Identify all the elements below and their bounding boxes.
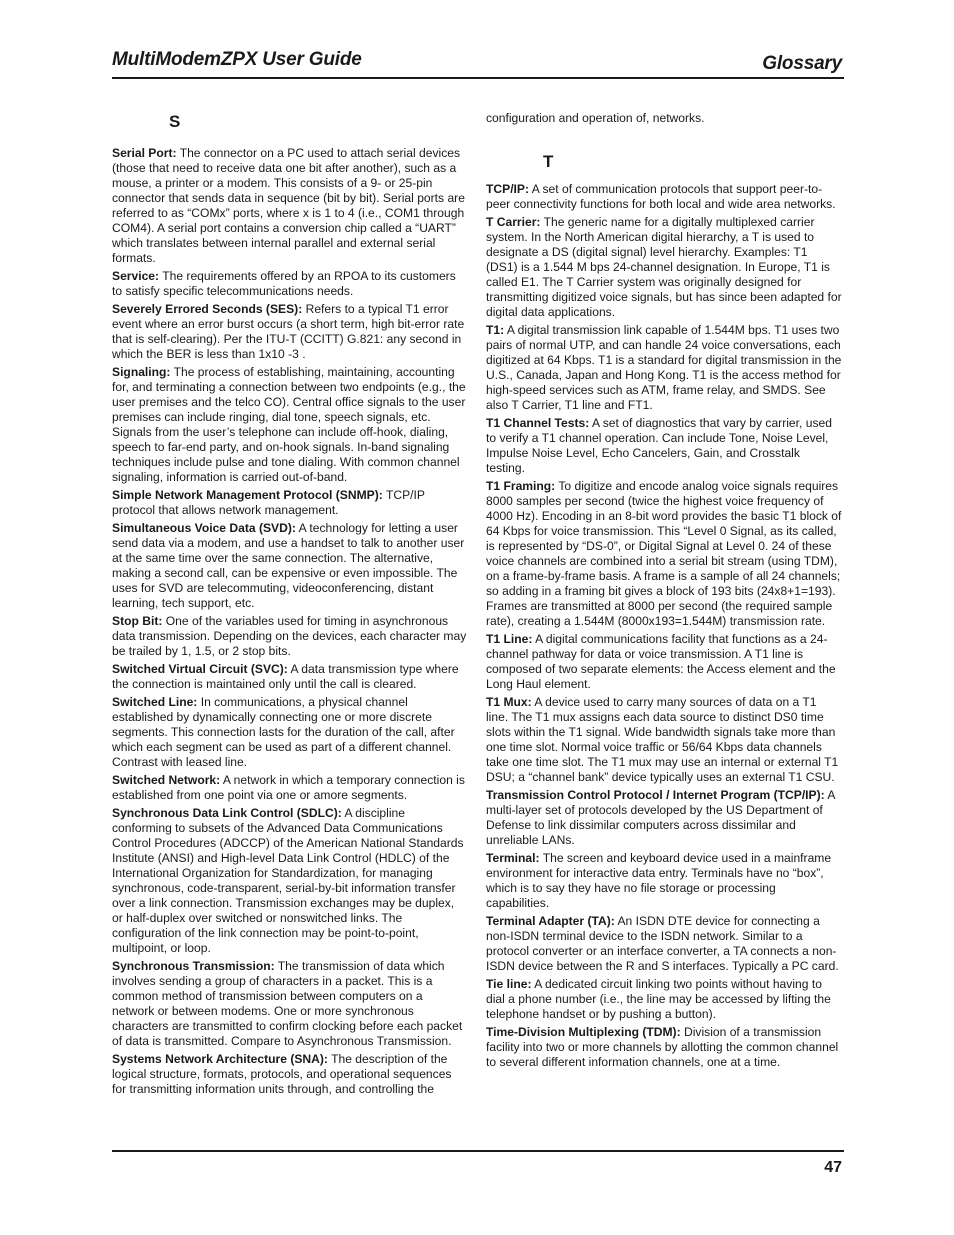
glossary-term: Synchronous Transmission:	[112, 959, 275, 973]
glossary-term: Simultaneous Voice Data (SVD):	[112, 521, 296, 535]
glossary-entry	[112, 146, 468, 266]
page-number: 47	[824, 1159, 842, 1176]
glossary-term: T1:	[486, 323, 505, 337]
glossary-term: Simple Network Management Protocol (SNMP):	[112, 488, 383, 502]
glossary-definition: The description of the logical structure, formats, protocols, and operational sequences for transmitting information units through, and controlling the	[112, 1052, 452, 1096]
glossary-entry	[112, 773, 468, 803]
glossary-entry	[486, 1025, 842, 1070]
glossary-term: Switched Line:	[112, 695, 198, 709]
glossary-entry	[112, 614, 468, 659]
glossary-term: Switched Virtual Circuit (SVC):	[112, 662, 288, 676]
glossary-list-s	[112, 146, 468, 1097]
glossary-entry	[112, 806, 468, 956]
glossary-term: T1 Line:	[486, 632, 533, 646]
glossary-term: Signaling:	[112, 365, 171, 379]
glossary-definition: One of the variables used for timing in asynchronous data transmission. Depending on the devices, each character may be trailed by 1, 1.5, or 2 stop bits.	[112, 614, 467, 658]
glossary-term: Terminal:	[486, 851, 540, 865]
glossary-entry	[486, 695, 842, 785]
glossary-entry	[486, 632, 842, 692]
glossary-definition: To digitize and encode analog voice signals requires 8000 samples per second (twice the highest voice frequency of 4000 Hz). Encoding in an 8-bit word provides the basic T1 block of 64 Kbps for voice transmission. This “Level 0 Signal, as its called, is represented by “DS-0”, or Digital Signal at Level 0. 24 of these voice channels are combined into a serial bit stream (using TDM), on a frame-by-frame basis. A frame is a sample of all 24 channels; so adding in a framing bit gives a block of 193 bits (24x8+1=193). Frames are transmitted at 8000 per second (the required sample rate), creating a 1.544M (8000x193=1.544M) transmission rate.	[486, 479, 842, 628]
glossary-term: Serial Port:	[112, 146, 177, 160]
glossary-entry	[112, 662, 468, 692]
glossary-entry	[112, 488, 468, 518]
left-column	[112, 108, 468, 1100]
glossary-entry	[112, 959, 468, 1049]
glossary-definition: A data transmission type where the connection is maintained only until the call is cleared.	[112, 662, 459, 691]
glossary-term: Systems Network Architecture (SNA):	[112, 1052, 328, 1066]
glossary-term: T1 Framing:	[486, 479, 556, 493]
glossary-entry	[112, 521, 468, 611]
glossary-term: Time-Division Multiplexing (TDM):	[486, 1025, 681, 1039]
glossary-term: Transmission Control Protocol / Internet Program (TCP/IP):	[486, 788, 825, 802]
glossary-definition: The transmission of data which involves sending a group of characters in a packet. This is a common method of transmission between computers on a network or between modems. One or more synchronous characters are transmitted to confirm clocking before each packet of data is transmitted. Compare to Asynchronous Transmission.	[112, 959, 463, 1048]
glossary-definition: A digital communications facility that functions as a 24-channel pathway for data or voice transmission. A T1 line is composed of two separate elements: the Access element and the Long Haul element.	[486, 632, 836, 691]
glossary-term: Stop Bit:	[112, 614, 163, 628]
glossary-definition: An ISDN DTE device for connecting a non-ISDN terminal device to the ISDN network. Similar to a protocol converter or an interface converter, a TA connects a non-ISDN device between the R and S interfaces. Typically a PC card.	[486, 914, 839, 973]
glossary-entry	[112, 365, 468, 485]
glossary-definition: In communications, a physical channel established by dynamically connecting one or more discrete segments. This connection lasts for the duration of the call, after which each segment can be used as part of a different channel. Contrast with leased line.	[112, 695, 455, 769]
footer-divider	[112, 1150, 844, 1152]
glossary-definition: A device used to carry many sources of data on a T1 line. The T1 mux assigns each data source to distinct DS0 time slots within the T1 signal. Wide bandwidth signals take more than one time slot. Normal voice traffic or 56/64 Kbps data channels take one time slot. The T1 mux may use an internal or external T1 DSU; a “channel bank” device typically uses an external T1 CSU.	[486, 695, 839, 784]
glossary-definition: The process of establishing, maintaining, accounting for, and terminating a connection between two endpoints (e.g., the user premises and the telco CO). Central office signals to the user premises can include ringing, dial tone, speech signals, etc. Signals from the user’s telephone can include off-hook, dialing, speech to far-end party, and on-hook signals. In-band signaling techniques include pulse and tone dialing. With common channel signaling, information is carried out-of-band.	[112, 365, 466, 484]
glossary-entry	[112, 269, 468, 299]
continued-text: configuration and operation of, networks.	[486, 111, 705, 125]
glossary-entry	[486, 479, 842, 629]
glossary-term: T1 Channel Tests:	[486, 416, 590, 430]
glossary-entry	[486, 788, 842, 848]
glossary-term: Severely Errored Seconds (SES):	[112, 302, 303, 316]
section-title: Glossary	[762, 53, 842, 74]
glossary-term: Switched Network:	[112, 773, 221, 787]
glossary-definition: The generic name for a digitally multiplexed carrier system. In the North American digital hierarchy, a T is used to designate a DS (digital signal) level hierarchy. Examples: T1 (DS1) is a 1.544 M bps 24-channel designation. In Europe, T1 is called E1. The T Carrier system was originally designed for transmitting digitized voice signals, but has since been adapted for digital data applications.	[486, 215, 842, 319]
glossary-entry	[486, 182, 842, 212]
glossary-entry	[486, 914, 842, 974]
glossary-term: Tie line:	[486, 977, 532, 991]
glossary-term: T Carrier:	[486, 215, 541, 229]
section-letter-t: T	[543, 152, 554, 171]
glossary-entry	[486, 851, 842, 911]
glossary-entry	[112, 302, 468, 362]
glossary-list-t	[486, 182, 842, 1070]
glossary-term: TCP/IP:	[486, 182, 530, 196]
glossary-entry	[486, 215, 842, 320]
glossary-definition: A dedicated circuit linking two points without having to dial a phone number (i.e., the line may be accessed by lifting the telephone handset or by pushing a button).	[486, 977, 831, 1021]
glossary-definition: A technology for letting a user send data via a modem, and use a handset to talk to another user at the same time over the same connection. The alternative, making a second call, can be expensive or even impossible. The uses for SVD are telecommuting, videoconferencing, distant learning, tech support, etc.	[112, 521, 465, 610]
glossary-entry	[112, 695, 468, 770]
glossary-definition: A discipline conforming to subsets of the Advanced Data Communications Control Procedures (ADCCP) of the American National Standards Institute (ANSI) and High-level Data Link Control (HDLC) of the International Organization for Standardization, for managing synchronous, code-transparent, serial-by-bit information transfer over a link connection. Transmission exchanges may be duplex, or half-duplex over switched or nonswitched links. The configuration of the link connection may be point-to-point, multipoint, or loop.	[112, 806, 464, 955]
glossary-definition: Refers to a typical T1 error event where an error burst occurs (a short term, high bit-error rate that is self-clearing). Per the ITU-T (CCITT) G.821: any second in which the BER is less than 1x10 -3 .	[112, 302, 465, 361]
glossary-entry	[486, 977, 842, 1022]
glossary-term: Service:	[112, 269, 160, 283]
right-column	[486, 108, 842, 1073]
glossary-definition: A set of communication protocols that support peer-to-peer connectivity functions for both local and wide area networks.	[486, 182, 836, 211]
glossary-definition: A set of diagnostics that vary by carrier, used to verify a T1 channel operation. Can include Tone, Noise Level, Impulse Noise Level, Echo Cancelers, Gain, and Crosstalk testing.	[486, 416, 832, 475]
glossary-definition: The connector on a PC used to attach serial devices (those that need to receive data one bit after another), such as a mouse, a printer or a modem. This consists of a 9- or 25-pin connector that sends data in sequence (bit by bit). Serial ports are referred to as “COMx” ports, where x is 1 to 4 (i.e., COM1 through COM4). A serial port contains a conversion chip called a “UART” which translates between internal parallel and external serial formats.	[112, 146, 465, 265]
page-header-title: MultiModemZPX User Guide	[112, 49, 362, 70]
glossary-entry	[486, 323, 842, 413]
section-letter-s: S	[169, 112, 181, 131]
glossary-definition: The screen and keyboard device used in a mainframe environment for interactive data entry. Terminals have no “box”, which is to say they have no file storage or processing capabilities.	[486, 851, 832, 910]
glossary-entry	[112, 1052, 468, 1097]
glossary-definition: The requirements offered by an RPOA to its customers to satisfy specific telecommunications needs.	[112, 269, 456, 298]
glossary-term: T1 Mux:	[486, 695, 532, 709]
glossary-definition: Division of a transmission facility into two or more channels by allotting the common channel to several different information channels, one at a time.	[486, 1025, 839, 1069]
glossary-definition: A network in which a temporary connection is established from one point via one or amore segments.	[112, 773, 465, 802]
glossary-term: Synchronous Data Link Control (SDLC):	[112, 806, 342, 820]
header-divider	[112, 77, 844, 79]
glossary-term: Terminal Adapter (TA):	[486, 914, 615, 928]
glossary-definition: A digital transmission link capable of 1.544M bps. T1 uses two pairs of normal UTP, and can handle 24 voice conversations, each digitized at 64 Kbps. T1 is a standard for digital transmission in the U.S., Canada, Japan and Hong Kong. T1 is the access method for high-speed services such as ATM, frame relay, and SMDS. See also T Carrier, T1 line and FT1.	[486, 323, 842, 412]
glossary-definition: TCP/IP protocol that allows network management.	[112, 488, 425, 517]
glossary-definition: A multi-layer set of protocols developed by the US Department of Defense to link dissimilar computers across dissimilar and unreliable LANs.	[486, 788, 835, 847]
glossary-entry	[486, 416, 842, 476]
